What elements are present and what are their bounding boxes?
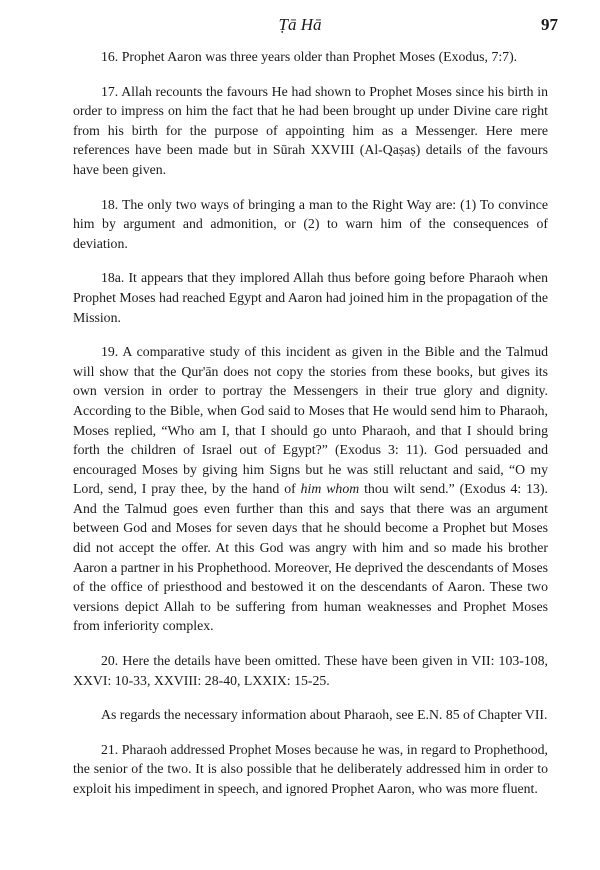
note-18: 18. The only two ways of bringing a man to the Right Way are: (1) To convince him by argument and admonition, or (2) to warn him of the consequences of deviation.	[73, 196, 548, 251]
note-16: 16. Prophet Aaron was three years older than Prophet Moses (Exodus, 7:7).	[101, 49, 518, 64]
note-18a: 18a. It appears that they implored Allah thus before going before Pharaoh when Prophet Moses had reached Egypt and Aaron had joined him in the propagation of the Mission.	[73, 270, 548, 325]
note-19-italic: him whom	[300, 481, 360, 497]
running-header-title: Ṭā Hā	[278, 15, 322, 34]
page-body	[73, 47, 548, 814]
note-20-pharaoh-reference: As regards the necessary information about Pharaoh, see E.N. 85 of Chapter VII.	[101, 707, 548, 723]
note-19	[73, 342, 548, 636]
note-19-text-before: 19. A comparative study of this incident as given in the Bible and the Talmud will show that the Qur'ān does not copy the stories from these books, but gives its own version in order to portray the Messengers in their true glory and dignity. According to the Bible, when God said to Moses that He would send him to Pharaoh, Moses replied, “Who am I, that I should go unto Pharaoh, and that I should bring forth the children of Israel out of Egypt?” (Exodus 3: 11). God persuaded and encouraged Moses by giving him Signs but he was still reluctant and said, “O my Lord, send, I pray thee, by the hand of	[73, 344, 548, 497]
note-20: 20. Here the details have been omitted. These have been given in VII: 103-108, XXVI: 10-33, XXVIII: 28-40, LXXIX: 15-25.	[73, 653, 548, 688]
note-19-text-after: thou wilt send.” (Exodus 4: 13). And the Talmud goes even further than this and says that there was an argument between God and Moses for seven days that he should become a Prophet but Moses did not accept the offer. At this God was angry with him and so made his brother Aaron a partner in his Prophethood. Moreover, He deprived the descendants of Moses of the office of priesthood and bestowed it on the descendants of Aaron. These two versions depict Allah to be suffering from human weaknesses and Prophet Moses from inferiority complex.	[73, 481, 549, 634]
page-number: 97	[541, 15, 558, 34]
note-21: 21. Pharaoh addressed Prophet Moses because he was, in regard to Prophethood, the senior of the two. It is also possible that he deliberately addressed him in order to exploit his impediment in speech, and ignored Prophet Aaron, who was more fluent.	[73, 741, 548, 796]
note-17: 17. Allah recounts the favours He had shown to Prophet Moses since his birth in order to impress on him the fact that he had been brought up under Divine care right from his birth for the purpose of appointing him as a Messenger. Here mere references have been made but in Sūrah XXVIII (Al-Qaṣaṣ) details of the favours have been given.	[73, 83, 548, 177]
